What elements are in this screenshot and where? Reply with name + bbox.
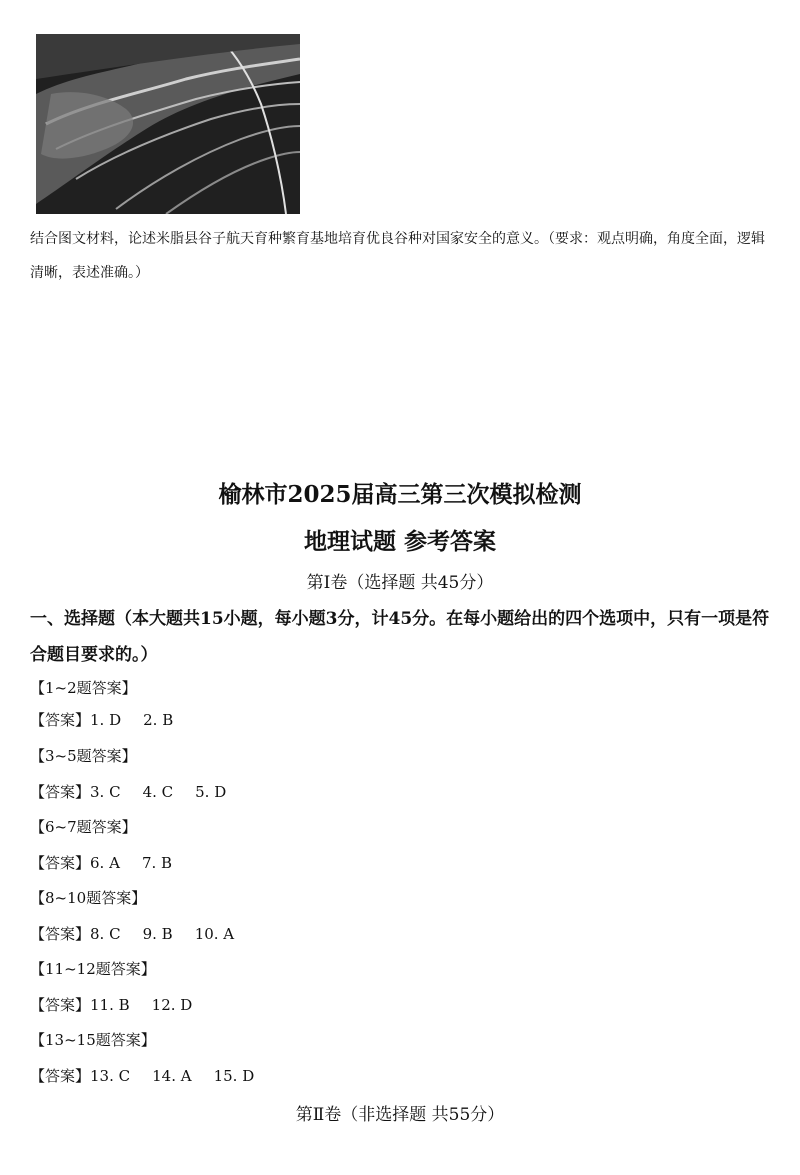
answer-5: 5. D [195, 783, 227, 801]
answer-14: 14. A [152, 1067, 192, 1085]
group-5-header: 【11~12题答案】 [30, 960, 156, 978]
group-6-answers [30, 1064, 276, 1088]
answer-4: 4. C [142, 783, 174, 801]
group-2-header: 【3~5题答案】 [30, 747, 137, 765]
answer-12: 12. D [151, 996, 193, 1014]
answer-10: 10. A [194, 925, 235, 943]
answer-3: 3. C [90, 783, 121, 801]
part2-heading: 第Ⅱ卷（非选择题 共55分） [295, 1105, 505, 1125]
group-3-answers [30, 851, 194, 875]
group-1-answers [30, 708, 195, 732]
answer-15: 15. D [213, 1067, 255, 1085]
section1-instruction: 一、选择题（本大题共15小题，每小题3分，计45分。在每小题给出的四个选项中，只有一项是符合题目要求的。） [30, 609, 770, 665]
answer-13: 13. C [90, 1067, 131, 1085]
answer-2: 2. B [143, 711, 174, 729]
answer-prefix: 【答案】 [30, 711, 91, 729]
answer-prefix: 【答案】 [30, 854, 91, 872]
group-3-header: 【6~7题答案】 [30, 818, 137, 836]
question-text: 结合图文材料，论述米脂县谷子航天育种繁育基地培育优良谷种对国家安全的意义。（要求：观点明确，角度全面，逻辑清晰，表述准确。） [30, 231, 765, 281]
answer-6: 6. A [90, 854, 120, 872]
group-1-header: 【1~2题答案】 [30, 679, 137, 697]
group-2-answers [30, 780, 248, 804]
part1-heading: 第Ⅰ卷（选择题 共45分） [306, 573, 494, 593]
answer-prefix: 【答案】 [30, 1067, 91, 1085]
answer-prefix: 【答案】 [30, 925, 91, 943]
exam-title: 榆林市2025届高三第三次模拟检测 [218, 481, 582, 508]
terrace-photo [36, 34, 300, 214]
answer-7: 7. B [141, 854, 173, 872]
answer-subtitle: 地理试题 参考答案 [303, 528, 496, 555]
answer-prefix: 【答案】 [30, 783, 91, 801]
answer-8: 8. C [90, 925, 121, 943]
group-5-answers [30, 993, 214, 1017]
answer-9: 9. B [142, 925, 173, 943]
group-4-answers [30, 922, 256, 946]
group-6-header: 【13~15题答案】 [30, 1031, 156, 1049]
answer-11: 11. B [90, 996, 130, 1014]
answer-1: 1. D [90, 711, 122, 729]
group-4-header: 【8~10题答案】 [30, 889, 147, 907]
answer-prefix: 【答案】 [30, 996, 91, 1014]
